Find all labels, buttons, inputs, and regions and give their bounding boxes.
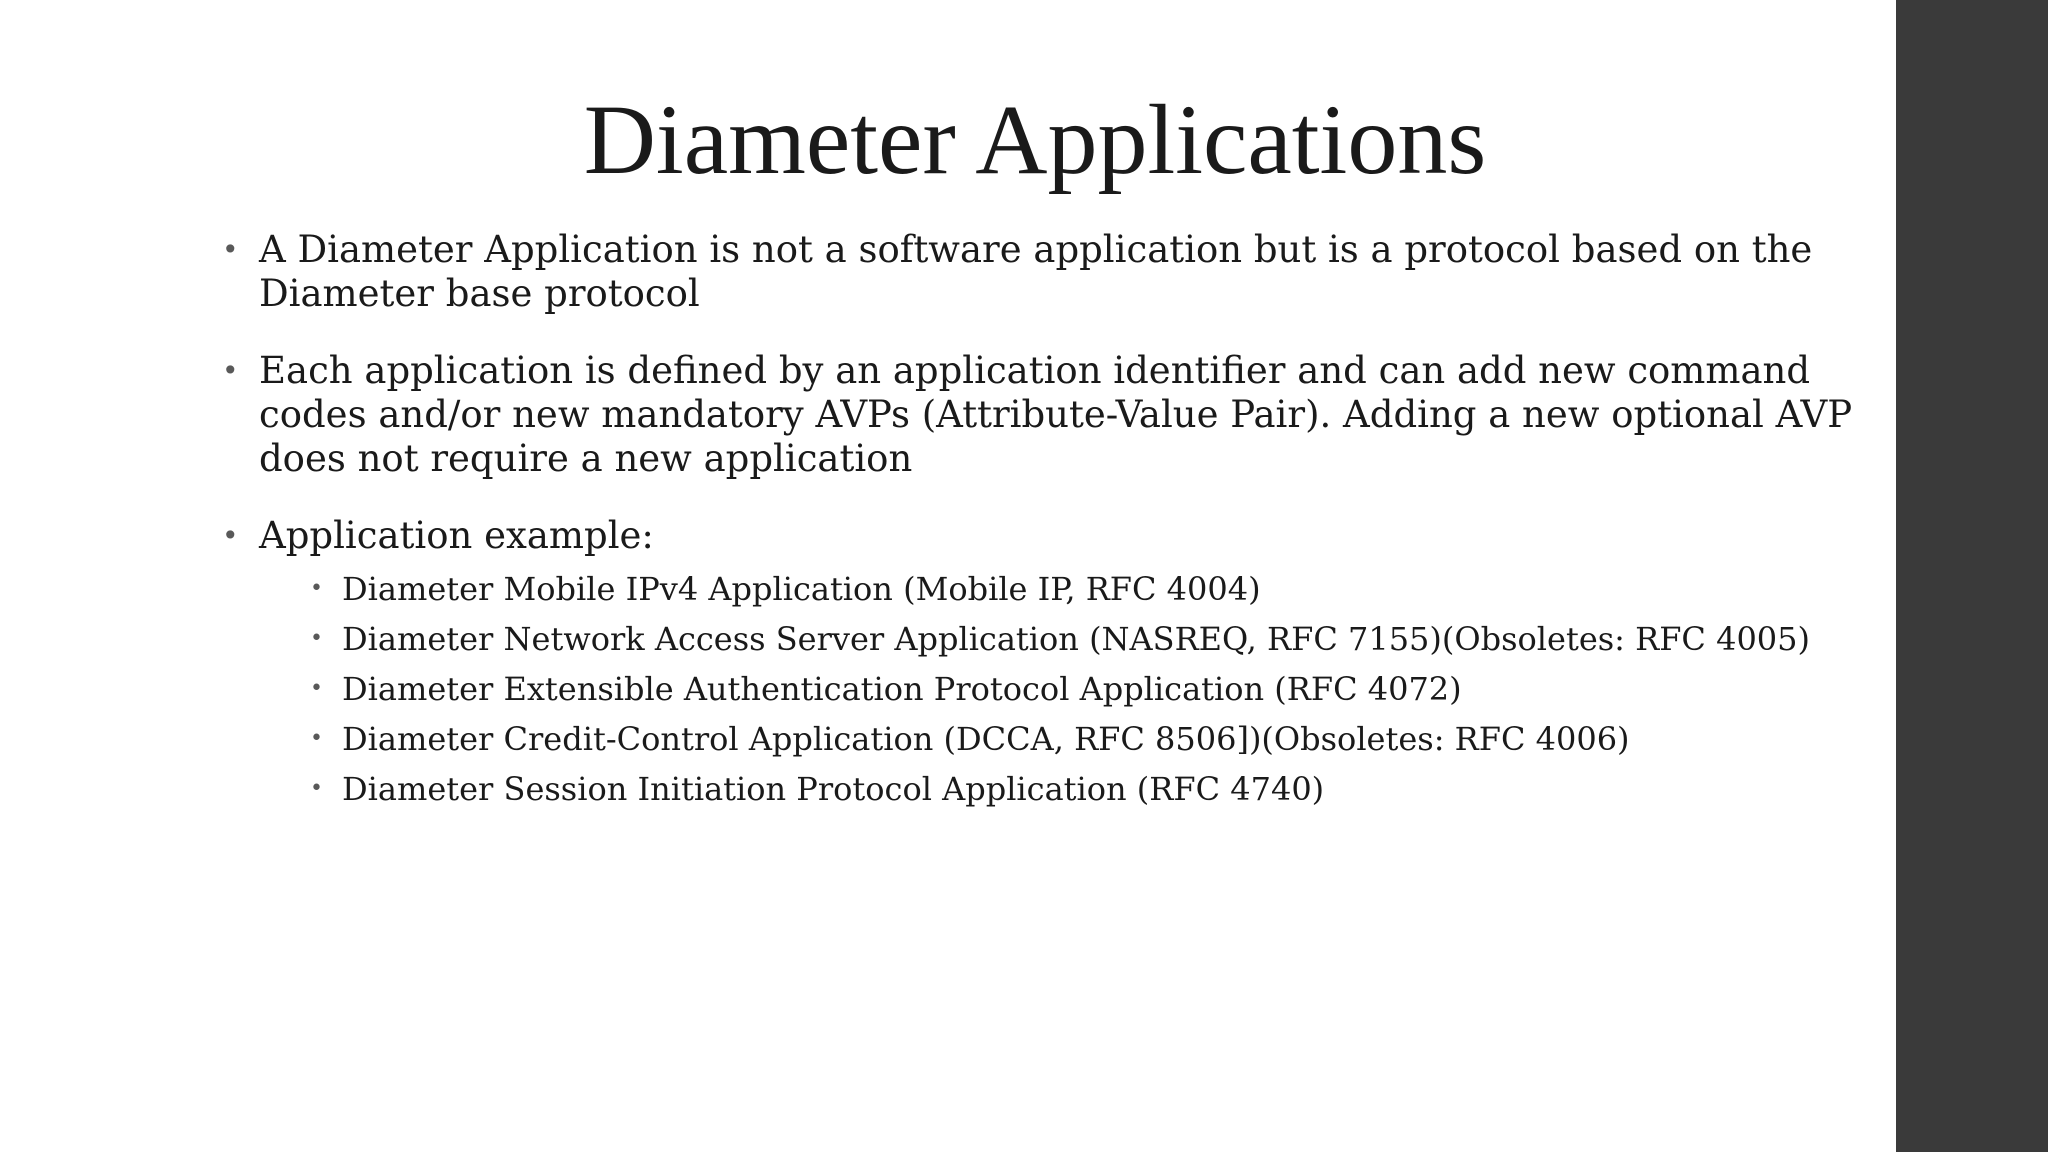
sub-bullet-icon: • <box>310 726 323 751</box>
sub-bullet-icon: • <box>310 776 323 801</box>
bullet-icon: • <box>222 519 239 552</box>
example-text: Diameter Extensible Authentication Protocol Application (RFC 4072) <box>342 670 1462 708</box>
sub-bullet-icon: • <box>310 626 323 651</box>
bullet-item <box>222 349 1862 481</box>
example-item <box>259 614 1862 664</box>
sub-bullet-icon: • <box>310 576 323 601</box>
slide-title: Diameter Applications <box>583 84 1487 195</box>
example-item <box>259 764 1862 814</box>
example-text: Diameter Network Access Server Application (NASREQ, RFC 7155)(Obsoletes: RFC 4005) <box>342 620 1810 658</box>
side-accent-bar <box>1896 0 2048 1152</box>
example-list <box>259 564 1862 814</box>
example-text: Diameter Mobile IPv4 Application (Mobile IP, RFC 4004) <box>342 570 1261 608</box>
bullet-text: Each application is defined by an application identifier and can add new command codes and/or new mandatory AVPs (Attribute-Value Pair). Adding a new optional AVP does not require a new application <box>259 349 1853 480</box>
example-item <box>259 564 1862 614</box>
bullet-text: Application example: <box>259 514 654 557</box>
sub-bullet-icon: • <box>310 676 323 701</box>
bullet-text: A Diameter Application is not a software application but is a protocol based on the Diameter base protocol <box>259 228 1813 315</box>
bullet-item <box>222 228 1862 316</box>
bullet-icon: • <box>222 354 239 387</box>
example-text: Diameter Credit-Control Application (DCCA, RFC 8506])(Obsoletes: RFC 4006) <box>342 720 1630 758</box>
slide-body <box>222 228 1862 847</box>
bullet-icon: • <box>222 233 239 266</box>
example-text: Diameter Session Initiation Protocol Application (RFC 4740) <box>342 770 1325 808</box>
example-item <box>259 664 1862 714</box>
example-item <box>259 714 1862 764</box>
bullet-item <box>222 514 1862 814</box>
